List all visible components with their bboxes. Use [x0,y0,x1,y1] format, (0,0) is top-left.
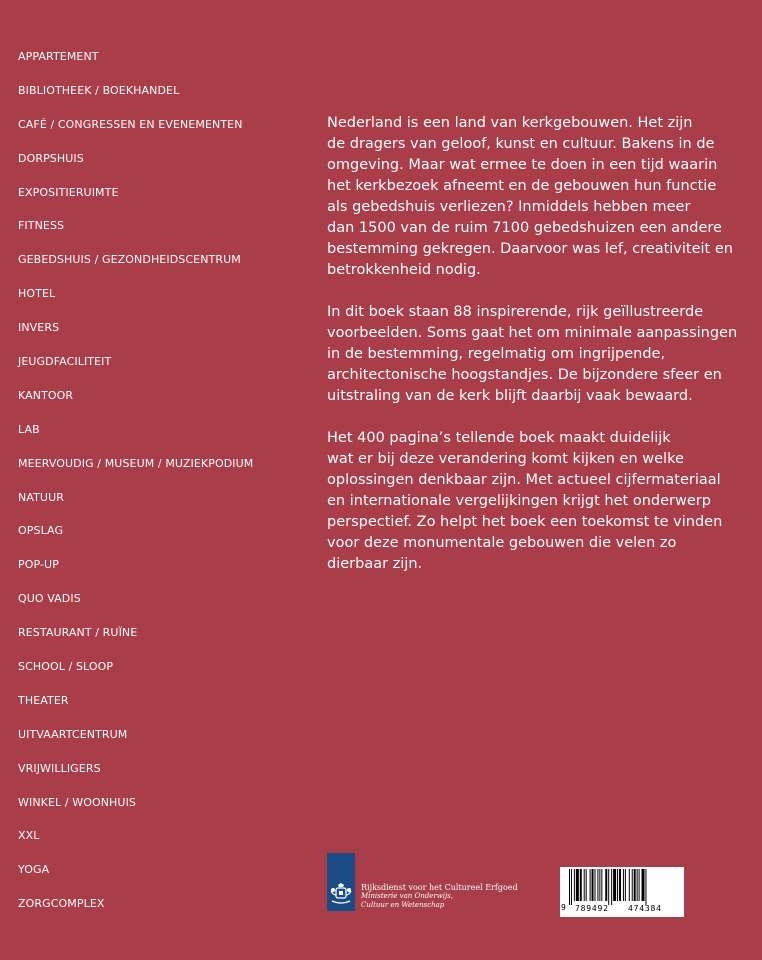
list-item: BIBLIOTHEEK / BOEKHANDEL [18,83,180,97]
publisher-text [361,883,518,910]
text-line: betrokkenheid nodig. [327,262,481,278]
list-item: APPARTEMENT [18,50,99,63]
text-line: dan 1500 van de ruim 7100 gebedshuizen een andere [327,220,722,236]
logo-bar [327,853,355,911]
isbn-barcode [560,867,684,917]
ministry-name: Ministerie van Onderwijs, Cultuur en Wetenschap [361,892,453,909]
text-line: wat er bij deze verandering komt kijken en welke [327,451,684,467]
list-item: CAFÉ / CONGRESSEN EN EVENEMENTEN [18,117,243,131]
text-line: Het 400 pagina’s tellende boek maakt duidelijk [327,430,671,446]
text-line: als gebedshuis verliezen? Inmiddels hebben meer [327,199,691,215]
list-item: KANTOOR [18,388,74,402]
text-line: dierbaar zijn. [327,556,423,572]
text-line: Nederland is een land van kerkgebouwen. Het zijn [327,115,693,131]
text-line: in de bestemming, regelmatig om ingrijpende, [327,346,666,362]
list-item: UITVAARTCENTRUM [18,727,128,741]
list-item: JEUGDFACILITEIT [18,355,112,369]
barcode-prefix: 9 [561,903,566,912]
text-line: voor deze monumentale gebouwen die velen zo [327,535,677,551]
blurb-paragraph-1 [327,113,733,281]
list-item: NATUUR [18,490,64,504]
crest-icon [329,883,353,905]
barcode-bars [569,869,677,905]
list-item: FITNESS [18,219,65,233]
list-item: SCHOOL / SLOOP [18,660,114,674]
text-line: uitstraling van de kerk blijft daarbij vaak bewaard. [327,388,693,404]
list-item: VRIJWILLIGERS [18,761,101,775]
list-item: ZORGCOMPLEX [18,897,105,911]
list-item: OPSLAG [18,524,64,538]
text-line: oplossingen denkbaar zijn. Met actueel cijfermateriaal [327,472,721,488]
list-item: YOGA [18,863,50,877]
blurb-text [327,113,738,596]
list-item: HOTEL [18,287,56,301]
barcode-right-digits: 474384 [628,904,662,913]
text-line: en internationale vergelijkingen krijgt het onderwerp [327,493,711,509]
list-item: XXL [18,829,40,843]
list-item: POP-UP [18,558,59,572]
list-item: THEATER [18,693,69,707]
category-list [18,50,253,931]
text-line: het kerkbezoek afneemt en de gebouwen hun functie [327,178,717,194]
list-item: EXPOSITIERUIMTE [18,185,119,199]
text-line: omgeving. Maar wat ermee te doen in een tijd waarin [327,157,718,173]
list-item: GEBEDSHUIS / GEZONDHEIDSCENTRUM [18,253,241,267]
agency-name: Rijksdienst voor het Cultureel Erfgoed [361,883,518,892]
blurb-paragraph-2 [327,302,738,407]
text-line: bestemming gekregen. Daarvoor was lef, creativiteit en [327,241,733,257]
text-line: voorbeelden. Soms gaat het om minimale aanpassingen [327,325,738,341]
text-line: architectonische hoogstandjes. De bijzondere sfeer en [327,367,722,383]
text-line: In dit boek staan 88 inspirerende, rijk geïllustreerde [327,304,704,320]
text-line: de dragers van geloof, kunst en cultuur. Bakens in de [327,136,715,152]
list-item: RESTAURANT / RUÏNE [18,626,138,640]
blurb-paragraph-3 [327,428,723,575]
list-item: INVERS [18,321,60,335]
list-item: LAB [18,422,40,436]
publisher-logo [327,853,518,911]
list-item: WINKEL / WOONHUIS [18,795,137,809]
list-item: DORPSHUIS [18,151,84,165]
barcode-left-digits: 789492 [575,904,609,913]
text-line: perspectief. Zo helpt het boek een toekomst te vinden [327,514,723,530]
list-item: MEERVOUDIG / MUSEUM / MUZIEKPODIUM [18,456,254,470]
list-item: QUO VADIS [18,592,81,606]
